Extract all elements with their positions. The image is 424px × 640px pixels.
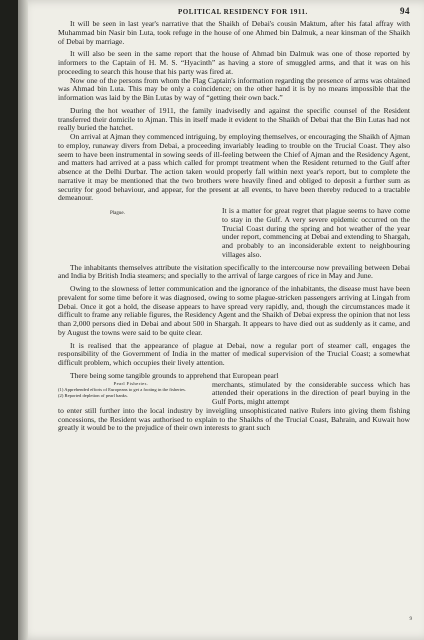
paragraph-ajman-intrigue: On arrival at Ajman they commenced intriguing, by employing themselves, or encouraging the Shaikh of Ajman to employ, runaway divers from Debai, a proceeding invariably leading to trouble on the Trucial Coast. They also seem to have been instrumental in sowing seeds of ill-feeling between the Chief of Ajman and the Residency Agent, and matters had arrived at a pass which called for prompt treatment when the Resident returned to the Gulf after absence at the Delhi Durbar. The action taken would properly fall within next year's report, but to complete the narrative it may be mentioned that the two brothers were heavily fined and obliged to deposit a further sum as security for good behaviour, and appear, for the present at all events, to have been thereby reduced to a tractable demeanour. — [58, 132, 410, 203]
footer-mark: 9 — [409, 617, 412, 622]
paragraph-plague-cause: The inhabitants themselves attribute the visitation specifically to the intercourse now prevailing between Debai and India by British India steamers; and specially to the arrival of large cargoes of rice in May and June. — [58, 262, 410, 281]
paragraph-ahmad-bin-luta: Now one of the persons from whom the Flag Captain's information regarding the presence of arms was obtained was Ahmad bin Luta. This may be only a coincidence; on the other hand it is by no means impossible that the information was laid by the Bin Lutas by way of “getting their own back.” — [58, 75, 410, 102]
paragraph-plague-responsibility: It is realised that the appearance of plague at Debai, now a regular port of steamer call, engages the responsibility of the Government of India in the matter of medical supervision of the Trucial Coast; a somewhat difficult problem, which occupies their lively attention. — [58, 340, 410, 367]
pearl-notes-title: Pearl Fisheries. — [113, 380, 149, 386]
pearl-section — [58, 381, 410, 407]
plague-margin-note: Plague. — [110, 211, 125, 216]
paragraph-pearl-side: merchants, stimulated by the considerable success which has attended their operations in the direction of pearl buying in the Gulf Ports, might attempt — [212, 379, 410, 406]
pearl-note-2: (2) Reported depletion of pearl banks. — [58, 392, 128, 398]
book-spine-shadow — [18, 0, 28, 640]
paragraph-plague-spread: Owing to the slowness of letter communication and the ignorance of the inhabitants, the disease must have been prevalent for some time before it was diagnosed, owing to some plague-stricken passengers arriving at Lingah from Debai. Once it got a hold, the disease appears to have spread very rapidly, and, though the circumstances made it difficult to frame any reliable figures, the Residency Agent and the Shaikh of Debai express the opinion that not less than 2,000 persons died in Debai and about 500 in Shargah. It appears to have died out as suddenly as it came, and by August the towns were said to be quite clear. — [58, 284, 410, 337]
page-number: 94 — [400, 6, 410, 16]
document-page — [18, 0, 424, 640]
paragraph-pearl-closing: to enter still further into the local industry by inveigling unsophisticated native Rulers into giving them fishing concessions, the Resident was authorised to explain to the Shaikhs of the Trucial Coast, Bahrain, and Kuwait how greatly it would be to the prejudice of their own interests to grant such — [58, 405, 410, 433]
plague-section — [58, 207, 410, 260]
paragraph-pearl-lead: There being some tangible grounds to apprehend that European pearl — [70, 370, 279, 380]
paragraph-hot-weather: During the hot weather of 1911, the family inadvisedly and against the specific counsel of the Resident transferred their domicile to Ajman. This in itself made it evident to the Shaikh of Debai that the Bin Lutas had not really buried the hatchet. — [58, 105, 410, 133]
pearl-margin-notes — [58, 381, 212, 407]
paragraph-plague-intro: It is a matter for great regret that plague seems to have come to stay in the Gulf. A very severe epidemic occurred on the Trucial Coast during the spring and hot weather of the year under report, commencing at Debai and extending to Shargah, and probably to an inconsiderable extent to neighbouring villages also. — [222, 206, 410, 259]
pearl-note-1: (1) Apprehended efforts of Europeans to get a footing in the fisheries. — [58, 387, 186, 393]
paragraph-maktum: It will be seen in last year's narrative that the Shaikh of Debai's cousin Maktum, after his fatal affray with Muhammad bin Nasir bin Luta, took refuge in the house of one Ahmed bin Dalmuk, a near kinsman of the Shaikh of Debai by marriage. — [58, 19, 410, 46]
running-header — [58, 6, 410, 16]
page-content — [58, 6, 410, 433]
paragraph-dalmuk-house: It will also be seen in the same report that the house of Ahmad bin Dalmuk was one of those reported by informers to the Captain of H. M. S. “Hyacinth” as having a store of smuggled arms, and that it was on his proceeding to search this house that his party was fired at. — [58, 49, 410, 76]
running-title: POLITICAL RESIDENCY FOR 1911. — [178, 8, 308, 16]
